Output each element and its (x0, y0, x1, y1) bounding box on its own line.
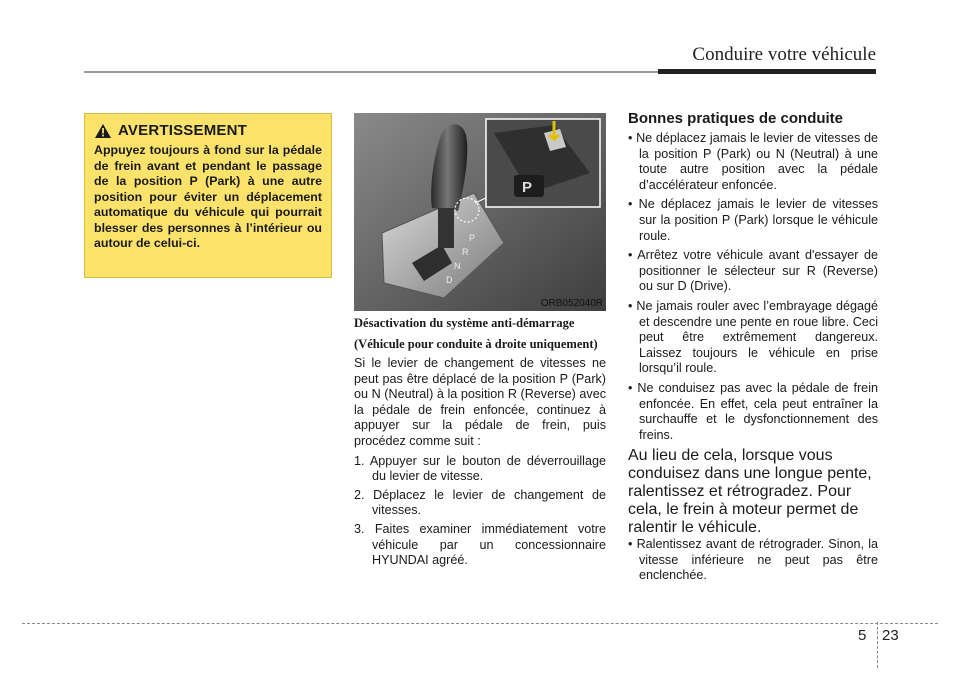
procedure-step: 2. Déplacez le levier de changement de vitesses. (354, 487, 606, 518)
section-title: Bonnes pratiques de conduite (628, 110, 844, 127)
tip-item: • Ne jamais rouler avec l’embrayage dégagé et descendre une pente en roue libre. Ceci peut être extrêmement dangereux. Laissez toujours le véhicule en prise lorsqu’il roule. (628, 298, 878, 376)
tip-continuation: Au lieu de cela, lorsque vous conduisez dans une longue pente, ralentissez et rétrogradez. Pour cela, le frein à moteur permet de ralentir le véhicule. (628, 447, 872, 537)
svg-text:P: P (469, 233, 476, 243)
gear-shifter-photo (354, 113, 606, 311)
warning-header (94, 122, 322, 139)
tip-item: • Ralentissez avant de rétrograder. Sinon, la vitesse inférieure ne peut pas être enclenchée. (628, 537, 878, 583)
photo-reference-label: ORB052040R (540, 298, 603, 309)
procedure-steps (354, 454, 606, 569)
svg-text:P: P (522, 179, 533, 196)
photo-subcaption: (Véhicule pour conduite à droite uniquement) (354, 337, 598, 351)
driving-tips-list (628, 131, 878, 443)
gear-shifter-illustration (354, 113, 606, 311)
tip-item: • Ne déplacez jamais le levier de vitesses sur la position P (Park) lorsque le véhicule roule. (628, 197, 878, 243)
header-rule-accent (658, 69, 876, 74)
page-separator (877, 622, 878, 668)
warning-title: AVERTISSEMENT (118, 122, 248, 139)
footer-rule (22, 623, 938, 624)
driving-tips-section (628, 110, 878, 588)
chapter-number: 5 (858, 627, 867, 644)
driving-tips-list-cont (628, 537, 878, 584)
procedure-step: 1. Appuyer sur le bouton de déverrouillage du levier de vitesse. (354, 453, 606, 484)
procedure-step: 3. Faites examiner immédiatement votre véhicule par un concessionnaire HYUNDAI agréé. (354, 521, 606, 568)
tip-item: • Ne conduisez pas avec la pédale de frein enfoncée. En effet, cela peut entraîner la surchauffe et le dysfonctionnement des freins. (628, 380, 878, 442)
svg-text:N: N (454, 261, 461, 271)
warning-text: Appuyez toujours à fond sur la pédale de frein avant et pendant le passage de la position P (Park) à une autre position pour éviter un déplacement automatique du véhicule qui pourrait blesser des personnes à l’intérieur ou autour de celui-ci. (94, 143, 322, 250)
unlock-procedure-section (354, 316, 606, 572)
page-number: 23 (882, 627, 899, 644)
procedure-intro: Si le levier de changement de vitesses ne peut pas être déplacé de la position P (Park) ou N (Neutral) à la position R (Reverse) avec la pédale de frein enfoncée, continuez à appuyer sur la pédale de frein, puis procédez comme suit : (354, 356, 606, 448)
photo-caption: Désactivation du système anti-démarrage (354, 316, 575, 330)
warning-box (84, 113, 332, 278)
tip-item: • Ne déplacez jamais le levier de vitesses de la position P (Park) ou N (Neutral) à une toute autre position avec la pédale d’accélérateur enfoncée. (628, 131, 878, 192)
svg-text:R: R (462, 247, 469, 257)
svg-text:D: D (446, 275, 453, 285)
tip-item: • Arrêtez votre véhicule avant d'essayer de positionner le sélecteur sur R (Reverse) ou sur D (Drive). (628, 248, 878, 294)
header-title: Conduire votre véhicule (692, 44, 876, 65)
warning-triangle-icon (94, 123, 112, 139)
